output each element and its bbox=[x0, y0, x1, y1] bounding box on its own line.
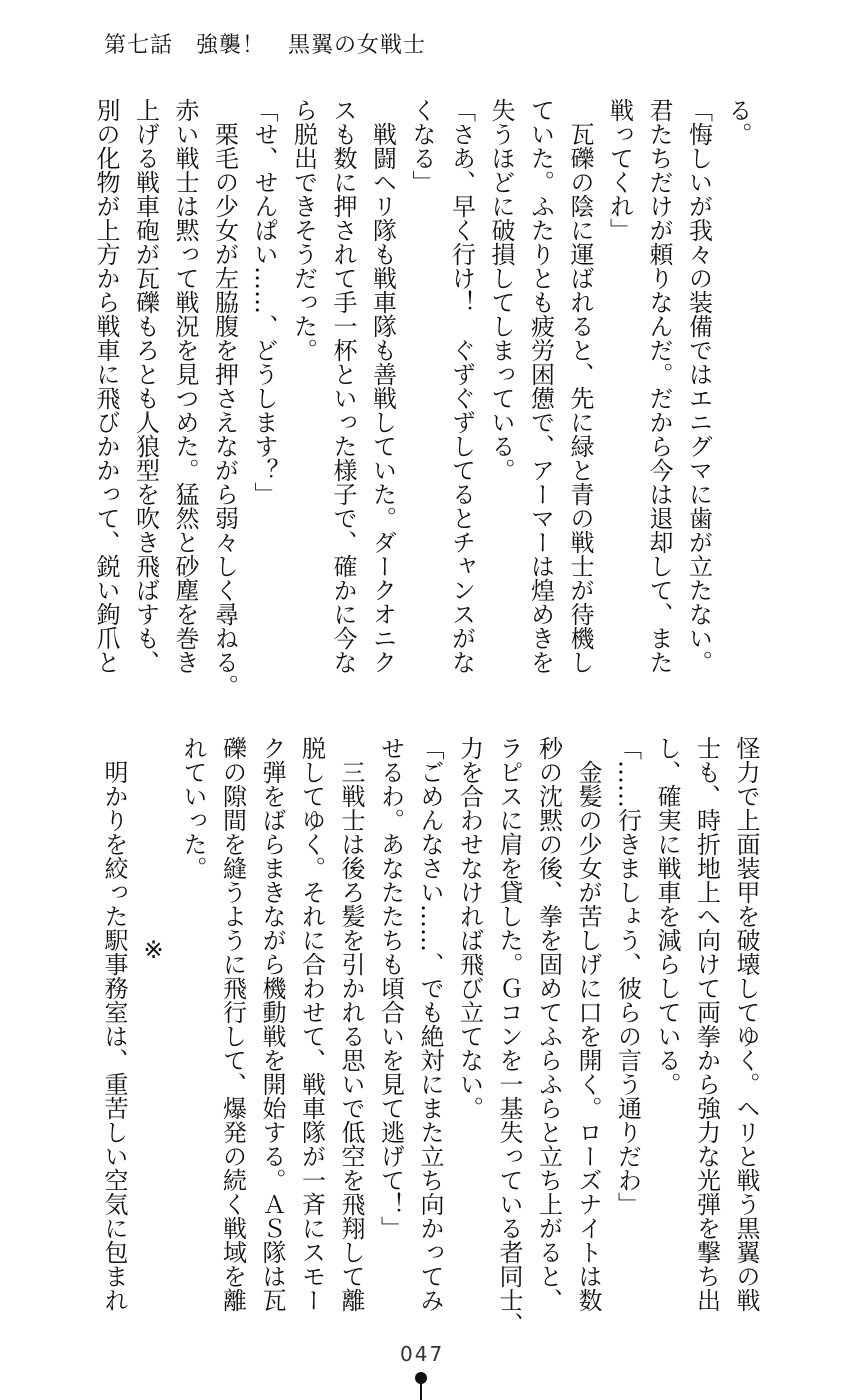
scene-break-mark: ※ bbox=[139, 936, 168, 964]
text-column: 赤い戦士は黙って戦況を見つめた。猛然と砂塵を巻き bbox=[171, 98, 199, 674]
text-column: 瓦礫の陰に運ばれると、先に緑と青の戦士が待機し bbox=[566, 98, 594, 674]
text-column: 三戦士は後ろ髪を引かれる思いで低空を飛翔して離 bbox=[337, 736, 365, 1312]
text-column: 「……行きましょう、彼らの言う通りだわ」 bbox=[613, 736, 642, 1216]
text-column: 力を合わせなければ飛び立てない。 bbox=[455, 736, 484, 1120]
text-column: 戦ってくれ」 bbox=[605, 98, 634, 242]
text-column: る。 bbox=[724, 98, 752, 146]
text-column: 怪力で上面装甲を破壊してゆく。ヘリと戦う黒翼の戦 bbox=[732, 736, 760, 1312]
text-column: せるわ。あなたたちも頃合いを見て逃げて！」 bbox=[376, 736, 405, 1240]
text-column: 明かりを絞った駅事務室は、重苦しい空気に包まれ bbox=[100, 736, 128, 1312]
text-column: 栗毛の少女が左脇腹を押さえながら弱々しく尋ねる。 bbox=[210, 98, 239, 698]
text-column: 失うほどに破損してしまっている。 bbox=[487, 98, 515, 482]
text-column: ていた。ふたりとも疲労困憊で、アーマーは煌めきを bbox=[526, 98, 555, 674]
text-column: 礫の隙間を縫うように飛行して、爆発の続く戦域を離 bbox=[218, 736, 247, 1312]
text-column: 「せ、せんぱい……、どうします？」 bbox=[250, 98, 278, 506]
text-column: スも数に押されて手一杯といった様子で、確かに今な bbox=[329, 98, 357, 674]
text-column: し、確実に戦車を減らしている。 bbox=[653, 736, 681, 1096]
text-column: 「悔しいが我々の装備ではエニグマに歯が立たない。 bbox=[684, 98, 713, 674]
text-column: 戦闘ヘリ隊も戦車隊も善戦していた。ダークオニク bbox=[368, 98, 397, 674]
text-column: 金髪の少女が苦しげに口を開く。ローズナイトは数 bbox=[574, 736, 602, 1312]
text-column: 上げる戦車砲が瓦礫もろとも人狼型を吹き飛ばすも、 bbox=[131, 98, 160, 674]
page-tab-line bbox=[420, 1382, 422, 1400]
text-column: 「さあ、早く行け！ ぐずぐずしてるとチャンスがな bbox=[447, 98, 476, 674]
page-number: 047 bbox=[400, 1342, 445, 1366]
text-column: くなる」 bbox=[408, 98, 436, 194]
text-column: 君たちだけが頼りなんだ。だから今は退却して、また bbox=[645, 98, 673, 674]
text-column: ク弾をばらまきながら機動戦を開始する。ＡＳ隊は瓦 bbox=[258, 736, 286, 1312]
text-column: ラピスに肩を貸した。Ｇコンを一基失っている者同士、 bbox=[495, 736, 523, 1336]
text-column: ら脱出できそうだった。 bbox=[289, 98, 318, 362]
body-text-lower bbox=[94, 736, 766, 1336]
running-header-chapter-title: 第七話 強襲！ 黒翼の女戦士 bbox=[104, 33, 427, 58]
text-column: 「ごめんなさい……、でも絶対にまた立ち向かってみ bbox=[416, 736, 444, 1312]
text-column: れていった。 bbox=[179, 736, 207, 880]
body-text-upper bbox=[86, 98, 758, 698]
text-column: 脱してゆく。それに合わせて、戦車隊が一斉にスモー bbox=[297, 736, 326, 1312]
text-column: 別の化物が上方から戦車に飛びかかって、鋭い鉤爪と bbox=[92, 98, 120, 674]
text-column: 士も、時折地上へ向けて両拳から強力な光弾を撃ち出 bbox=[692, 736, 721, 1312]
text-column: 秒の沈黙の後、拳を固めてふらふらと立ち上がると、 bbox=[534, 736, 563, 1312]
